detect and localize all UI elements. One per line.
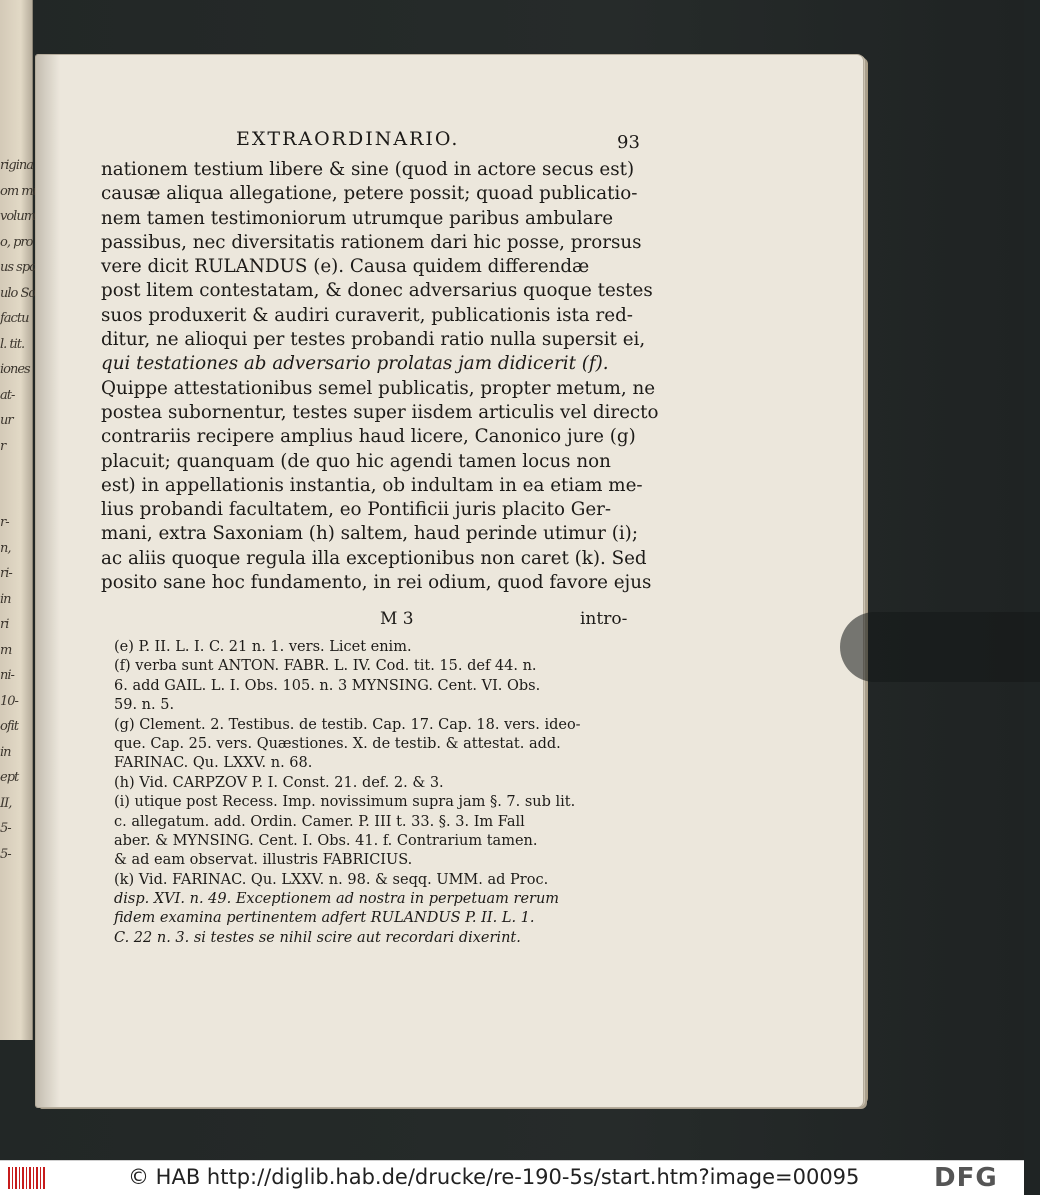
- text-line: passibus, nec diversitatis rationem dari hic posse, prorsus: [101, 231, 642, 253]
- margin-fragment: 10-: [0, 693, 18, 709]
- margin-fragment: r-: [0, 515, 9, 530]
- text-line: causæ aliqua allegatione, petere possit; quoad publicatio-: [101, 183, 638, 205]
- catchword: intro-: [580, 609, 628, 629]
- margin-fragment: volum: [0, 209, 36, 224]
- footnote-line: (h) Vid. CARPZOV P. I. Const. 21. def. 2. & 3.: [114, 774, 444, 791]
- text-line: mani, extra Saxoniam (h) saltem, haud perinde utimur (i);: [101, 523, 638, 545]
- footnote-line: FARINAC. Qu. LXXV. n. 68.: [114, 755, 313, 772]
- text-line: ditur, ne alioqui per testes probandi ratio nulla supersit ei,: [101, 329, 646, 351]
- copyright-link[interactable]: © HAB http://diglib.hab.de/drucke/re-190-5s/start.htm?image=00095: [128, 1165, 860, 1189]
- text-line: posito sane hoc fundamento, in rei odium, quod favore ejus: [101, 572, 652, 594]
- text-line: suos produxerit & audiri curaverit, publicationis ista red-: [101, 304, 633, 326]
- footnote-line: (f) verba sunt ANTON. FABR. L. IV. Cod. tit. 15. def 44. n.: [114, 658, 537, 675]
- footnote-line: (i) utique post Recess. Imp. novissimum supra jam §. 7. sub lit.: [114, 794, 576, 811]
- text-line: vere dicit RULANDUS (e). Causa quidem differendæ: [101, 256, 590, 278]
- text-line: post litem contestatam, & donec adversarius quoque testes: [101, 280, 653, 302]
- page-clip-shadow: [840, 612, 1040, 682]
- footnote-line: c. allegatum. add. Ordin. Camer. P. III t. 33. §. 3. Im Fall: [114, 813, 525, 830]
- footnotes-block: [114, 638, 644, 948]
- margin-fragment: m: [0, 642, 12, 658]
- footnote-line: & ad eam observat. illustris FABRICIUS.: [114, 852, 413, 869]
- footnote-line: (g) Clement. 2. Testibus. de testib. Cap. 17. Cap. 18. vers. ideo-: [114, 716, 581, 733]
- footnote-line: C. 22 n. 3. si testes se nihil scire aut recordari dixerint.: [114, 929, 521, 946]
- margin-fragment: in: [0, 744, 11, 760]
- margin-fragment: at-: [0, 387, 15, 403]
- footnote-line: aber. & MYNSING. Cent. I. Obs. 41. f. Contrarium tamen.: [114, 832, 538, 849]
- text-line: qui testationes ab adversario prolatas jam didicerit (f).: [101, 353, 609, 375]
- text-line: contrariis recipere amplius haud licere, Canonico jure (g): [101, 426, 636, 448]
- footnote-line: 6. add GAIL. L. I. Obs. 105. n. 3 MYNSING. Cent. VI. Obs.: [114, 677, 541, 694]
- text-line: lius probandi facultatem, eo Pontificii juris placito Ger-: [101, 499, 612, 521]
- footer-bar: [0, 1160, 1024, 1195]
- margin-fragment: ofit: [0, 719, 19, 734]
- footnote-line: disp. XVI. n. 49. Exceptionem ad nostra in perpetuam rerum: [114, 891, 560, 908]
- footnote-line: (e) P. II. L. I. C. 21 n. 1. vers. Licet enim.: [114, 639, 412, 655]
- main-text-block: [101, 158, 659, 595]
- running-head: EXTRAORDINARIO.: [236, 128, 460, 150]
- margin-fragment: factu: [0, 311, 29, 326]
- text-line: nationem testium libere & sine (quod in actore secus est): [101, 159, 635, 180]
- margin-fragment: l. tit.: [0, 336, 25, 352]
- text-line: postea subornentur, testes super iisdem articulis vel directo: [101, 401, 659, 423]
- footnote-line: (k) Vid. FARINAC. Qu. LXXV. n. 98. & seqq. UMM. ad Proc.: [114, 871, 549, 888]
- footnote-line: fidem examina pertinentem adfert RULANDUS P. II. L. 1.: [114, 910, 535, 927]
- margin-fragment: ulo So: [0, 285, 36, 301]
- margin-fragment: ept: [0, 770, 19, 785]
- page-number: 93: [617, 132, 640, 153]
- text-line: Quippe attestationibus semel publicatis, propter metum, ne: [101, 377, 656, 399]
- margin-fragment: 5-: [0, 821, 11, 836]
- margin-fragment: ni-: [0, 668, 14, 683]
- dfg-logo: DFG: [934, 1163, 998, 1193]
- barcode-icon: [8, 1167, 46, 1189]
- margin-fragment: II,: [0, 795, 12, 811]
- signature-mark: M 3: [380, 609, 414, 629]
- text-line: est) in appellationis instantia, ob indultam in ea etiam me-: [101, 474, 643, 496]
- margin-fragment: 5-: [0, 846, 11, 862]
- margin-fragment: om mi: [0, 183, 36, 199]
- margin-fragment: ri-: [0, 566, 12, 581]
- footnote-line: que. Cap. 25. vers. Quæstiones. X. de testib. & attestat. add.: [114, 735, 561, 752]
- margin-fragment: rigina: [0, 158, 33, 173]
- margin-fragment: ur: [0, 413, 13, 428]
- text-line: nem tamen testimoniorum utrumque paribus ambulare: [101, 207, 614, 229]
- footnote-line: 59. n. 5.: [114, 697, 175, 714]
- margin-fragment: o, pro: [0, 234, 33, 250]
- text-line: ac aliis quoque regula illa exceptionibus non caret (k). Sed: [101, 547, 647, 569]
- margin-fragment: n,: [0, 540, 11, 556]
- margin-fragment: ri: [0, 617, 9, 632]
- text-line: placuit; quanquam (de quo hic agendi tamen locus non: [101, 450, 611, 472]
- margin-fragment: r: [0, 438, 6, 454]
- margin-fragment: in: [0, 591, 11, 607]
- margin-fragment: us spo: [0, 260, 36, 275]
- margin-fragment: iones: [0, 362, 30, 377]
